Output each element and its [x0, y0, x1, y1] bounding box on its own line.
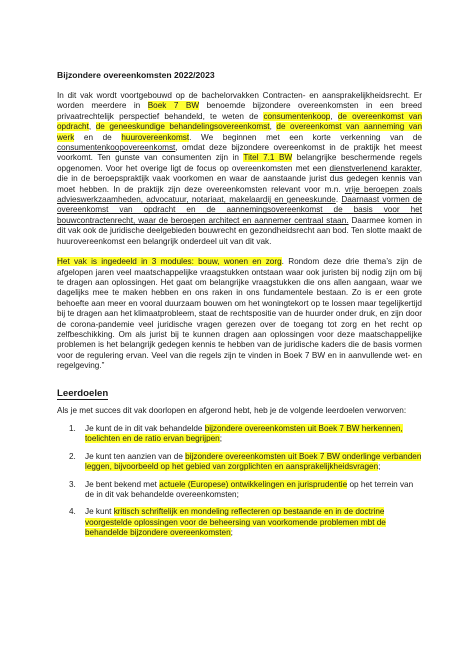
- text-run: ;: [219, 434, 223, 444]
- goals-intro: Als je met succes dit vak doorlopen en afgerond hebt, heb je de volgende leerdoelen verworven:: [57, 405, 407, 415]
- text-run: ,: [330, 111, 338, 121]
- text-run: op het terrein van de in dit vak behandelde overeenkomsten;: [85, 479, 414, 499]
- highlighted-text: kritisch schriftelijk en mondeling reflecteren op bestaande en in de doctrine voorgestelde oplossingen voor de beheersing van voorkomende problemen mbt de behandelde bijzondere overeenkomsten: [85, 507, 386, 538]
- text-run: Je kunt de in dit vak behandelde: [85, 423, 205, 433]
- text-run: en de: [74, 132, 122, 142]
- text-run: .: [335, 195, 342, 205]
- goal-number: 3.: [69, 479, 76, 489]
- highlighted-text: Titel 7.1 BW: [243, 153, 293, 163]
- underlined-text: Daarnaast vormen de overeenkomst van opdracht en de aannemingsovereenkomst de basis voor het bouwcontractenrecht, waar de beroepen architect en aannemer centraal staan.: [57, 195, 422, 225]
- text-run: Daarmee komen in dit vak ook de juridische deelgebieden bouwrecht en gezondheidsrecht aan bod. Ten slotte maakt de huurovereenkomst een belangrijk onderdeel uit van dit vak.: [57, 215, 422, 246]
- paragraph-intro: [57, 91, 422, 247]
- text-run: Je kunt ten aanzien van de: [85, 451, 186, 461]
- learning-goals-list: [57, 424, 422, 539]
- highlighted-text: huurovereenkomst: [121, 132, 190, 142]
- text-run: ,: [269, 122, 277, 132]
- highlighted-text: Het vak is ingedeeld in 3 modules: bouw, wonen en zorg: [57, 257, 282, 267]
- highlighted-text: Boek 7 BW: [147, 101, 200, 111]
- learning-goal-item: [57, 424, 422, 445]
- text-run: In dit vak wordt voortgebouwd op de bachelorvakken Contracten- en aansprakelijkheidsrecht. Er worden meerdere in: [57, 91, 422, 111]
- highlighted-text: bijzondere overeenkomsten uit Boek 7 BW herkennen, toelichten en de ratio ervan begrijpen: [85, 423, 403, 444]
- text-run: Je kunt: [85, 507, 114, 517]
- text-run: ;: [230, 528, 233, 538]
- highlighted-text: de geneeskundige behandelingsovereenkomst: [95, 122, 270, 132]
- goal-number: 2.: [69, 451, 76, 461]
- text-run: ,: [88, 122, 96, 132]
- document-title: Bijzondere overeenkomsten 2022/2023: [57, 70, 215, 80]
- text-run: belangrijke beschermende regels opgenomen. Voor het overige ligt de focus op overeenkomsten met een: [57, 153, 422, 173]
- highlighted-text: consumentenkoop: [263, 111, 331, 121]
- text-run: . We beginnen met een korte verkenning van de: [189, 132, 422, 142]
- section-heading-text: Leerdoelen: [57, 387, 109, 399]
- text-run: Je bent bekend met: [85, 479, 160, 489]
- text-run: , omdat deze bijzondere overeenkomst in de praktijk het meest voorkomt. Ten gunste van consumenten zijn in: [57, 143, 422, 163]
- learning-goal-item: [57, 452, 422, 473]
- text-run: ;: [378, 462, 381, 472]
- highlighted-text: de overeenkomst van opdracht: [57, 111, 422, 132]
- section-heading: [57, 388, 422, 401]
- text-run: . Rondom deze drie thema’s zijn de afgelopen jaren veel maatschappelijke vraagstukken ontstaan waar ook juristen bij nodig zijn om bij te dragen aan oplossingen. Het gaat om belangrijke vraagstukken die ons allen aangaan, waar we dagelijks mee te maken hebben en ons raken in ons fundamentele bestaan. Zo is er een grote behoefte aan meer en vooral duurzaam bouwen om het woningtekort op te lossen maar tegelijkertijd bij te dragen aan het klimaatprobleem, staat de rechtspositie van de huurder onder druk, en zijn door de corona-pandemie veel juridische vragen gerezen over de toegang tot zorg en het recht op zelfbeschikking. Om als jurist bij te kunnen dragen aan oplossingen voor deze maatschappelijke problemen is het belangrijk gedegen kennis te hebben van de juridische kaders die de basis vormen voor de regulering ervan. Veel van die regels zijn te vinden in Boek 7 BW en in aanvullende wet- en regelgeving.”: [57, 257, 422, 371]
- learning-goal-item: [57, 480, 422, 501]
- underlined-text: dienstverlenend karakter: [329, 163, 420, 173]
- underlined-text: consumentenkoopovereenkomst: [57, 143, 176, 153]
- paragraph-modules: [57, 257, 422, 371]
- underlined-text: vrije beroepen zoals advieswerkzaamheden, advocatuur, notariaat, makelaardij en geneeskunde: [57, 184, 422, 205]
- highlighted-text: bijzondere overeenkomsten uit Boek 7 BW onderlinge verbanden leggen, bijvoorbeeld op het gebied van zorgplichten en aansprakelijkheidsvragen: [85, 451, 422, 472]
- goal-number: 1.: [69, 423, 76, 433]
- text-run: , die in de beroepspraktijk vaak voorkomen en waar de aanstaande jurist dus gedegen kennis van moet hebben. In de praktijk zijn deze overeenkomsten relevant voor m.n.: [57, 163, 422, 194]
- learning-goal-item: [57, 507, 422, 538]
- goal-number: 4.: [69, 507, 76, 517]
- text-run: benoemde bijzondere overeenkomsten in een breed privaatrechtelijk perspectief behandeld, te weten de: [57, 101, 422, 121]
- highlighted-text: de overeenkomst van aanneming van werk: [57, 122, 423, 142]
- highlighted-text: actuele (Europese) ontwikkelingen en jurisprudentie: [159, 479, 348, 489]
